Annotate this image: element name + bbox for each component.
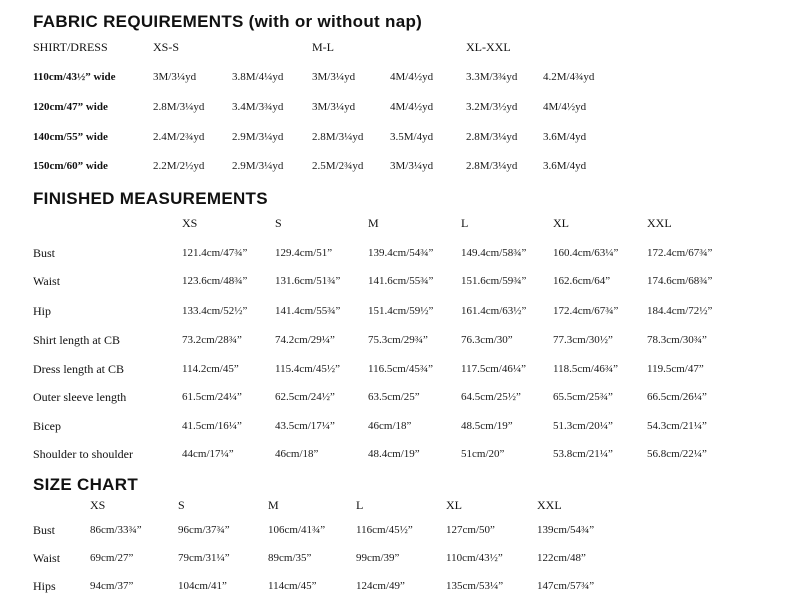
finished-cell: 139.4cm/54¾” (368, 247, 434, 259)
sizechart-cell: 139cm/54¾” (537, 524, 595, 536)
fabric-cell: 2.9M/3¼yd (232, 131, 284, 143)
finished-cell: 174.6cm/68¾” (647, 275, 713, 287)
sizechart-cell: 96cm/37¾” (178, 524, 230, 536)
sizechart-cell: 116cm/45½” (356, 524, 413, 536)
finished-cell: 53.8cm/21¼” (553, 448, 613, 460)
finished-size-xxl: XXL (647, 216, 672, 230)
sizechart-size-xs: XS (90, 498, 106, 512)
finished-row-label: Dress length at CB (33, 362, 124, 376)
finished-cell: 54.3cm/21¼” (647, 420, 707, 432)
finished-cell: 162.6cm/64” (553, 275, 611, 287)
finished-cell: 172.4cm/67¾” (553, 305, 619, 317)
sizechart-size-xxl: XXL (537, 498, 562, 512)
finished-cell: 62.5cm/24½” (275, 391, 335, 403)
finished-row-label: Hip (33, 304, 51, 318)
fabric-cell: 3.6M/4yd (543, 131, 587, 143)
fabric-header-shirt-dress: SHIRT/DRESS (33, 40, 108, 54)
fabric-row-label: 120cm/47” wide (33, 101, 108, 113)
fabric-cell: 2.5M/2¾yd (312, 160, 364, 172)
fabric-cell: 3.8M/4¼yd (232, 71, 284, 83)
finished-size-xs: XS (182, 216, 198, 230)
finished-cell: 77.3cm/30½” (553, 334, 613, 346)
finished-row-label: Bicep (33, 419, 61, 433)
sizechart-row-label: Hips (33, 579, 56, 593)
finished-row-label: Outer sleeve length (33, 390, 127, 404)
finished-cell: 66.5cm/26¼” (647, 391, 707, 403)
finished-size-xl: XL (553, 216, 569, 230)
size-chart-title: SIZE CHART (33, 475, 138, 494)
sizechart-cell: 114cm/45” (268, 580, 317, 592)
finished-cell: 133.4cm/52½” (182, 305, 248, 317)
fabric-cell: 2.4M/2¾yd (153, 131, 205, 143)
finished-cell: 46cm/18” (368, 420, 412, 432)
fabric-cell: 3M/3¼yd (312, 71, 356, 83)
sizechart-cell: 135cm/53¼” (446, 580, 504, 592)
sizechart-cell: 86cm/33¾” (90, 524, 142, 536)
fabric-header-xl-xxl: XL-XXL (466, 40, 511, 54)
sizechart-cell: 79cm/31¼” (178, 552, 230, 564)
fabric-requirements-title: FABRIC REQUIREMENTS (with or without nap) (33, 12, 423, 31)
fabric-cell: 3M/3¼yd (153, 71, 197, 83)
finished-cell: 48.5cm/19” (461, 420, 513, 432)
finished-measurements-title: FINISHED MEASUREMENTS (33, 189, 268, 208)
sizechart-cell: 104cm/41” (178, 580, 227, 592)
fabric-cell: 2.9M/3¼yd (232, 160, 284, 172)
finished-cell: 44cm/17¼” (182, 448, 234, 460)
finished-cell: 61.5cm/24¼” (182, 391, 242, 403)
fabric-cell: 4M/4½yd (543, 101, 587, 113)
fabric-cell: 2.8M/3¼yd (466, 131, 518, 143)
finished-row-label: Shoulder to shoulder (33, 447, 133, 461)
fabric-row-label: 150cm/60” wide (33, 160, 108, 172)
finished-cell: 184.4cm/72½” (647, 305, 713, 317)
fabric-cell: 3.2M/3½yd (466, 101, 518, 113)
finished-cell: 161.4cm/63½” (461, 305, 527, 317)
sizechart-cell: 127cm/50” (446, 524, 495, 536)
fabric-cell: 3M/3¼yd (390, 160, 434, 172)
finished-size-s: S (275, 216, 282, 230)
finished-cell: 51cm/20” (461, 448, 505, 460)
sizechart-size-m: M (268, 498, 279, 512)
finished-cell: 129.4cm/51” (275, 247, 333, 259)
sizechart-size-l: L (356, 498, 364, 512)
finished-cell: 121.4cm/47¾” (182, 247, 248, 259)
sizechart-row-label: Waist (33, 551, 61, 565)
fabric-row-label: 110cm/43½” wide (33, 71, 116, 83)
fabric-cell: 3.6M/4yd (543, 160, 587, 172)
fabric-cell: 2.8M/3¼yd (466, 160, 518, 172)
finished-cell: 56.8cm/22¼” (647, 448, 707, 460)
finished-cell: 43.5cm/17¼” (275, 420, 335, 432)
sizechart-cell: 110cm/43½” (446, 552, 503, 564)
finished-cell: 117.5cm/46¼” (461, 363, 526, 375)
fabric-cell: 3.5M/4yd (390, 131, 434, 143)
finished-cell: 75.3cm/29¾” (368, 334, 428, 346)
fabric-cell: 4.2M/4¾yd (543, 71, 595, 83)
finished-cell: 141.6cm/55¾” (368, 275, 434, 287)
finished-cell: 51.3cm/20¼” (553, 420, 613, 432)
finished-cell: 172.4cm/67¾” (647, 247, 713, 259)
sizechart-row-label: Bust (33, 523, 56, 537)
finished-cell: 41.5cm/16¼” (182, 420, 242, 432)
finished-cell: 76.3cm/30” (461, 334, 513, 346)
fabric-cell: 3M/3¼yd (312, 101, 356, 113)
fabric-cell: 4M/4½yd (390, 71, 434, 83)
sizechart-cell: 122cm/48” (537, 552, 586, 564)
finished-size-l: L (461, 216, 469, 230)
fabric-cell: 3.3M/3¾yd (466, 71, 518, 83)
finished-cell: 74.2cm/29¼” (275, 334, 335, 346)
finished-cell: 78.3cm/30¾” (647, 334, 707, 346)
fabric-cell: 2.8M/3¼yd (153, 101, 205, 113)
finished-cell: 65.5cm/25¾” (553, 391, 613, 403)
finished-cell: 141.4cm/55¾” (275, 305, 341, 317)
sizechart-cell: 106cm/41¾” (268, 524, 326, 536)
finished-cell: 115.4cm/45½” (275, 363, 340, 375)
sizechart-cell: 89cm/35” (268, 552, 312, 564)
fabric-header-m-l: M-L (312, 40, 334, 54)
finished-cell: 151.4cm/59½” (368, 305, 434, 317)
finished-cell: 114.2cm/45” (182, 363, 239, 375)
fabric-cell: 4M/4½yd (390, 101, 434, 113)
finished-cell: 160.4cm/63¼” (553, 247, 619, 259)
fabric-header-xs-s: XS-S (153, 40, 180, 54)
sizechart-size-s: S (178, 498, 185, 512)
finished-row-label: Waist (33, 274, 61, 288)
finished-cell: 46cm/18” (275, 448, 319, 460)
sizechart-cell: 94cm/37” (90, 580, 134, 592)
finished-cell: 151.6cm/59¾” (461, 275, 527, 287)
finished-row-label: Bust (33, 246, 56, 260)
fabric-row-label: 140cm/55” wide (33, 131, 108, 143)
fabric-cell: 2.2M/2½yd (153, 160, 205, 172)
sizechart-cell: 99cm/39” (356, 552, 400, 564)
sizechart-cell: 69cm/27” (90, 552, 134, 564)
finished-row-label: Shirt length at CB (33, 333, 120, 347)
finished-cell: 131.6cm/51¾” (275, 275, 341, 287)
finished-cell: 64.5cm/25½” (461, 391, 521, 403)
sizechart-cell: 147cm/57¾” (537, 580, 595, 592)
sizechart-size-xl: XL (446, 498, 462, 512)
sizechart-cell: 124cm/49” (356, 580, 405, 592)
fabric-cell: 3.4M/3¾yd (232, 101, 284, 113)
finished-cell: 149.4cm/58¾” (461, 247, 527, 259)
fabric-cell: 2.8M/3¼yd (312, 131, 364, 143)
finished-cell: 48.4cm/19” (368, 448, 420, 460)
finished-cell: 116.5cm/45¾” (368, 363, 433, 375)
finished-cell: 118.5cm/46¾” (553, 363, 618, 375)
finished-cell: 73.2cm/28¾” (182, 334, 242, 346)
finished-cell: 63.5cm/25” (368, 391, 420, 403)
finished-cell: 123.6cm/48¾” (182, 275, 248, 287)
finished-cell: 119.5cm/47” (647, 363, 704, 375)
finished-size-m: M (368, 216, 379, 230)
